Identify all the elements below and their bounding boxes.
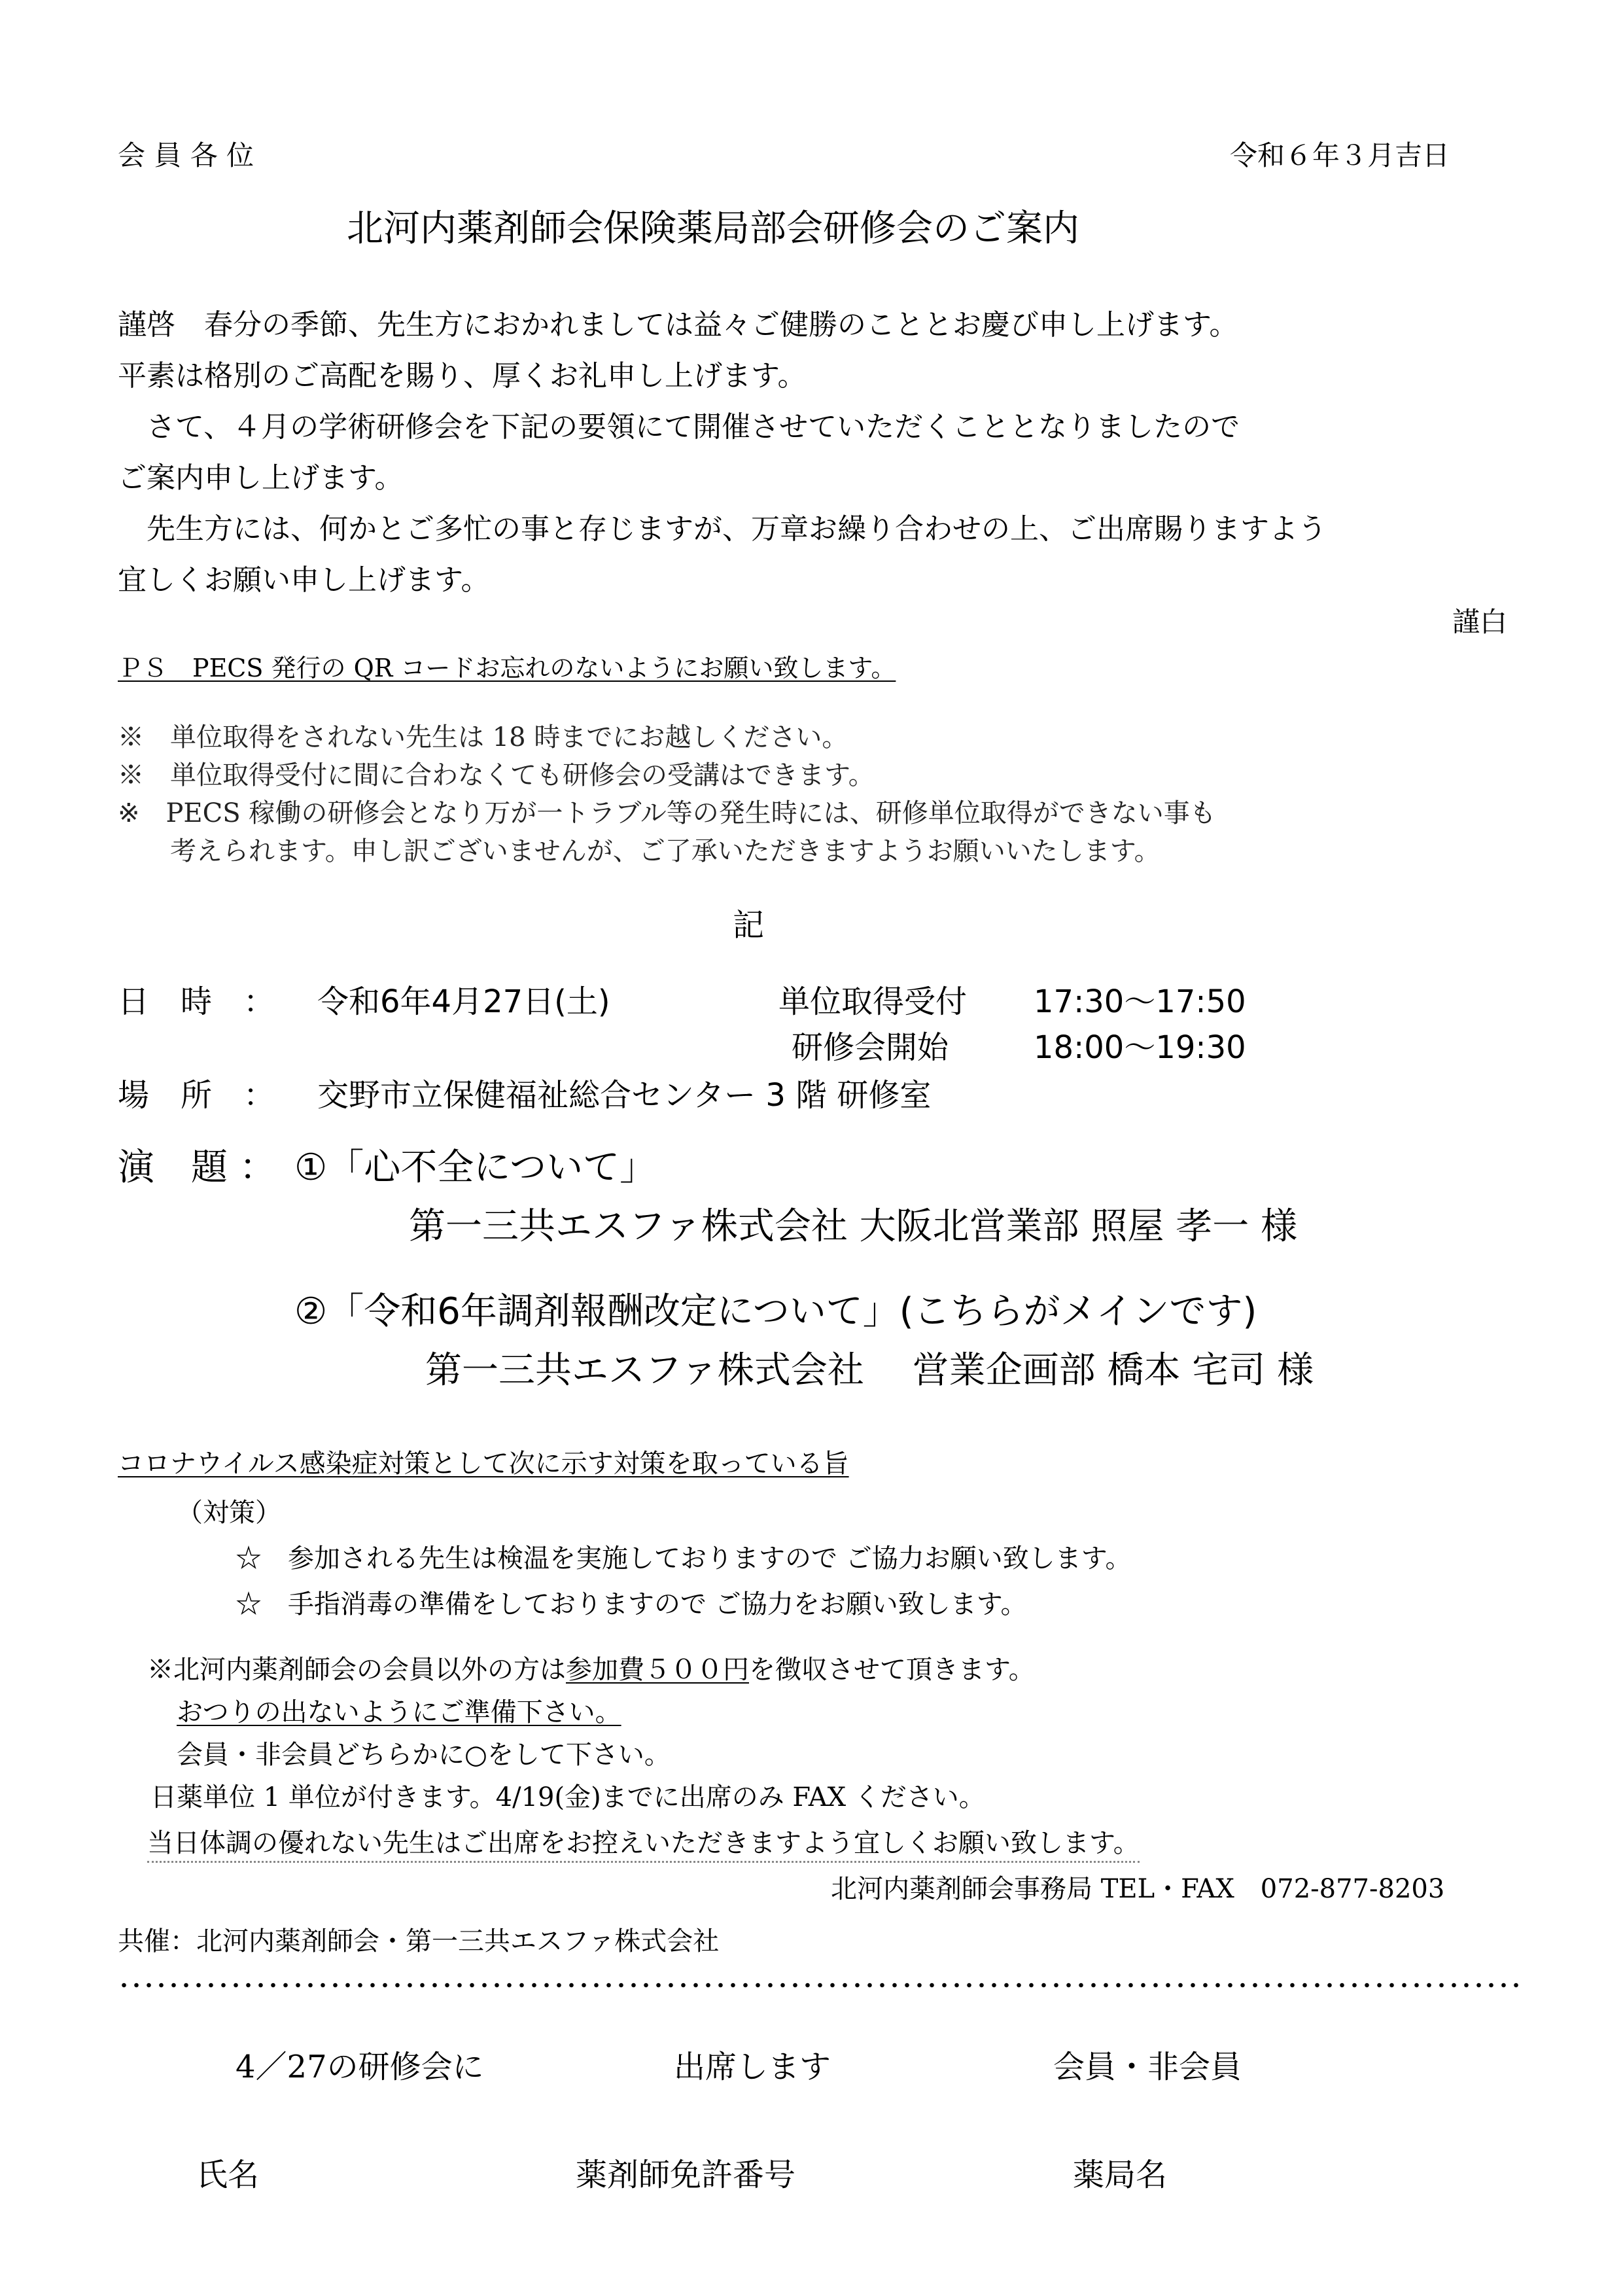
addressee: 会 員 各 位 [118,139,254,171]
fee-line-1-post: を徴収させて頂きます。 [749,1655,1035,1685]
cohost: 共催：北河内薬剤師会・第一三共エスファ株式会社 [118,1926,720,1956]
letter-line: 先生方には、何かとご多忙の事と存じますが、万章お繰り合わせの上、ご出席賜りますよう [118,512,1327,546]
topic-2: ②「令和6年調剤報酬改定について」(こちらがメインです) [294,1290,1257,1333]
letter-line: さて、４月の学術研修会を下記の要領にて開催させていただくこととなりましたので [118,410,1240,444]
speaker-1: 第一三共エスファ株式会社 大阪北営業部 照屋 孝一 様 [409,1205,1298,1248]
fee-line-5: 当日体調の優れない先生はご出席をお控えいただきますよう宜しくお願い致します。 [147,1822,1140,1863]
letter-closing: 謹白 [1452,606,1508,638]
form-attend: 出席します [674,2049,831,2085]
letter-line: 謹啓 春分の季節、先生方におかれましては益々ご健勝のこととお慶び申し上げます。 [118,308,1238,342]
form-member: 会員・非会員 [1053,2049,1242,2085]
letter-line: ご案内申し上げます。 [118,461,404,495]
reception-time: 17:30～17:50 [1034,983,1246,1020]
start-label: 研修会開始 [792,1029,949,1066]
note-line: ※ PECS 稼働の研修会となり万が一トラブル等の発生時には、研修単位取得ができない事も [118,798,1216,828]
note-line: ※ 単位取得受付に間に合わなくても研修会の受講はできます。 [118,760,875,790]
covid-item: ☆ 手指消毒の準備をしておりますので ご協力をお願い致します。 [236,1589,1027,1619]
event-place: 交野市立保健福祉総合センター 3 階 研修室 [317,1077,932,1114]
note-line: 考えられます。申し訳ございませんが、ご了承いただきますようお願いいたします。 [118,836,1161,866]
fee-line-4: 日薬単位 1 単位が付きます。4/19(金)までに出席のみ FAX ください。 [150,1782,985,1812]
fee-line-3: 会員・非会員どちらかに○をして下さい。 [177,1740,671,1770]
cut-line [118,1983,1521,1988]
letter-line: 平素は格別のご高配を賜り、厚くお礼申し上げます。 [118,359,807,393]
fee-line-1 [147,1649,1035,1686]
fee-line-1-pre: ※北河内薬剤師会の会員以外の方は [147,1655,566,1685]
speaker-2: 第一三共エスファ株式会社 営業企画部 橋本 宅司 様 [425,1349,1314,1392]
datetime-label: 日 時 ： [118,983,275,1020]
place-label: 場 所 ： [118,1077,275,1114]
letter-line: 宜しくお願い申し上げます。 [118,563,490,597]
fee-line-2: おつりの出ないようにご準備下さい。 [177,1697,621,1727]
form-license-label: 薬剤師免許番号 [576,2157,796,2193]
topic-label: 演 題 ： [118,1146,276,1189]
covid-item: ☆ 参加される先生は検温を実施しておりますので ご協力お願い致します。 [236,1544,1132,1574]
event-date: 令和6年4月27日(土) [317,983,610,1020]
document-title: 北河内薬剤師会保険薬局部会研修会のご案内 [347,207,1079,250]
form-event: 4／27の研修会に [236,2049,484,2085]
reception-label: 単位取得受付 [778,983,968,1020]
fee-amount: 参加費５００円 [566,1655,749,1685]
note-line: ※ 単位取得をされない先生は 18 時までにお越しください。 [118,722,848,752]
contact-info: 北河内薬剤師会事務局 TEL・FAX 072-877-8203 [831,1874,1445,1904]
ps-note: ＰＳ PECS 発行の QR コードお忘れのないようにお願い致します。 [118,654,896,682]
document-date: 令和６年３月吉日 [1230,139,1450,171]
covid-sub: （対策） [177,1498,281,1528]
form-name-label: 氏名 [196,2157,260,2193]
topic-1: ①「心不全について」 [294,1146,657,1189]
start-time: 18:00～19:30 [1034,1029,1246,1066]
form-pharmacy-label: 薬局名 [1073,2157,1168,2193]
ki-marker: 記 [733,907,765,944]
covid-heading: コロナウイルス感染症対策として次に示す対策を取っている旨 [118,1449,849,1479]
